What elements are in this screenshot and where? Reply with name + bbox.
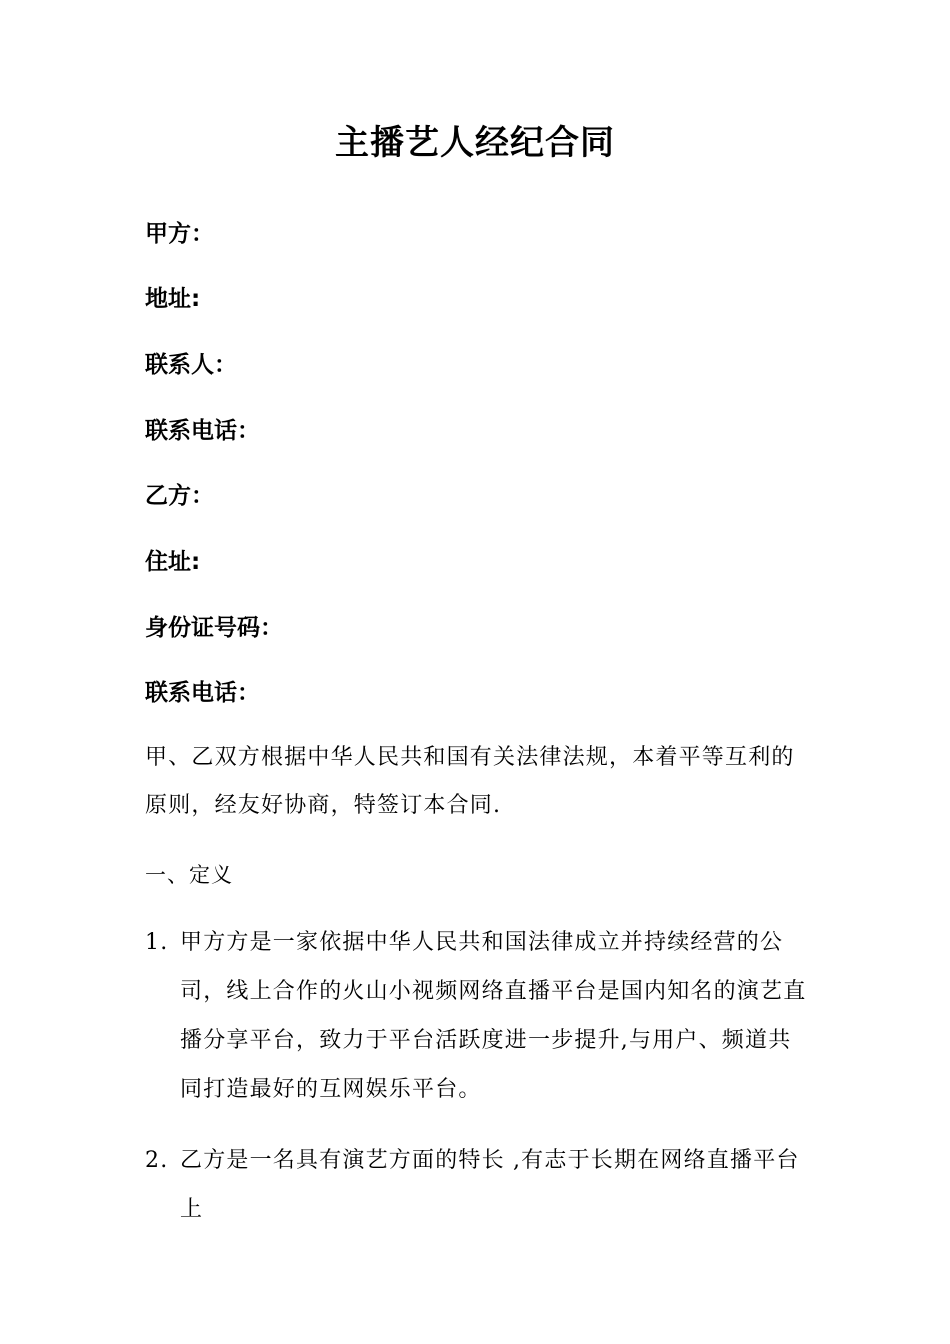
party-b-label: 乙方： bbox=[145, 483, 214, 509]
residence-label: 住址: bbox=[145, 549, 201, 575]
party-a-label: 甲方： bbox=[145, 221, 214, 247]
list-item bbox=[145, 1136, 810, 1234]
list-item bbox=[145, 918, 810, 1114]
list-item-number: 2. bbox=[145, 1148, 169, 1173]
list-item-number: 1. bbox=[145, 930, 169, 955]
intro-paragraph: 甲、乙双方根据中华人民共和国有关法律法规，本着平等互利的原则，经友好协商，特签订本合同. bbox=[145, 745, 795, 818]
contact-phone-b-label: 联系电话： bbox=[145, 680, 260, 706]
contact-person-label: 联系人： bbox=[145, 352, 237, 378]
document-title: 主播艺人经纪合同 bbox=[335, 123, 615, 163]
id-number-label: 身份证号码： bbox=[145, 615, 283, 641]
list-item-text: 甲方方是一家依据中华人民共和国法律成立并持续经营的公司，线上合作的火山小视频网络直播平台是国内知名的演艺直播分享平台，致力于平台活跃度进一步提升,与用户、频道共同打造最好的互网娱乐平台。 bbox=[180, 930, 807, 1102]
list-item-text: 乙方是一名具有演艺方面的特长 ,有志于长期在网络直播平台上 bbox=[180, 1148, 800, 1222]
section-heading-definitions: 一、定义 bbox=[145, 863, 233, 887]
address-label: 地址: bbox=[145, 286, 201, 312]
contact-phone-a-label: 联系电话： bbox=[145, 418, 260, 444]
